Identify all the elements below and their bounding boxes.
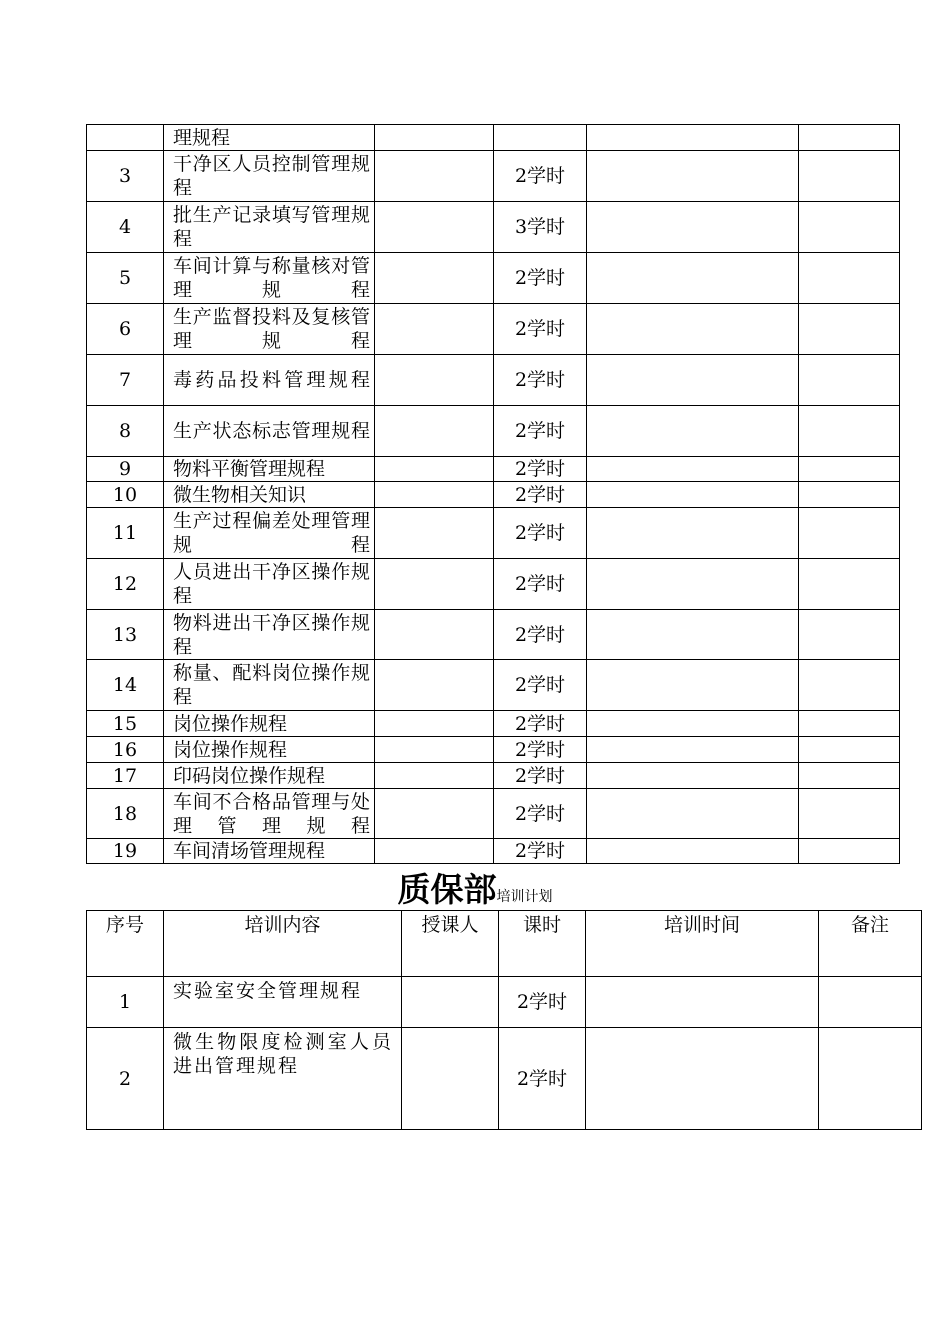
- training-time-cell: [587, 508, 799, 559]
- row-number: 13: [87, 610, 164, 660]
- table-row: [87, 125, 900, 151]
- remarks-cell: [799, 508, 900, 559]
- table-row: [87, 789, 900, 839]
- training-content: 车间不合格品管理与处理管理规程: [164, 789, 375, 839]
- table-row: [87, 1028, 922, 1130]
- instructor-cell: [402, 977, 499, 1028]
- remarks-cell: [799, 304, 900, 355]
- training-content: 物料进出干净区操作规程: [164, 610, 375, 660]
- class-hours: 2学时: [494, 789, 587, 839]
- class-hours: 2学时: [494, 355, 587, 406]
- training-content: 微生物相关知识: [164, 482, 375, 508]
- training-time-cell: [587, 711, 799, 737]
- row-number: 1: [87, 977, 164, 1028]
- instructor-cell: [375, 253, 494, 304]
- class-hours: 2学时: [494, 482, 587, 508]
- remarks-cell: [799, 737, 900, 763]
- class-hours: 2学时: [494, 763, 587, 789]
- training-time-cell: [587, 763, 799, 789]
- class-hours: 2学时: [494, 737, 587, 763]
- table-header-row: [87, 911, 922, 977]
- row-number: 11: [87, 508, 164, 559]
- remarks-cell: [819, 977, 922, 1028]
- row-number: 16: [87, 737, 164, 763]
- table-row: [87, 711, 900, 737]
- training-content: 车间计算与称量核对管理规程: [164, 253, 375, 304]
- class-hours: [494, 125, 587, 151]
- row-number: 14: [87, 660, 164, 711]
- instructor-cell: [375, 559, 494, 610]
- table-row: [87, 660, 900, 711]
- training-time-cell: [587, 151, 799, 202]
- training-content: 理规程: [164, 125, 375, 151]
- remarks-cell: [799, 763, 900, 789]
- remarks-cell: [799, 202, 900, 253]
- instructor-cell: [375, 737, 494, 763]
- table-row: [87, 406, 900, 457]
- row-number: 19: [87, 839, 164, 864]
- row-number: [87, 125, 164, 151]
- training-time-cell: [587, 304, 799, 355]
- training-time-cell: [587, 559, 799, 610]
- class-hours: 2学时: [494, 610, 587, 660]
- instructor-cell: [375, 839, 494, 864]
- row-number: 17: [87, 763, 164, 789]
- department-title: 质保部: [397, 870, 497, 909]
- row-number: 18: [87, 789, 164, 839]
- training-time-cell: [586, 1028, 819, 1130]
- training-content: 物料平衡管理规程: [164, 457, 375, 482]
- training-time-cell: [587, 253, 799, 304]
- instructor-cell: [402, 1028, 499, 1130]
- class-hours: 2学时: [494, 406, 587, 457]
- training-content: 岗位操作规程: [164, 737, 375, 763]
- table-row: [87, 482, 900, 508]
- table-row: [87, 508, 900, 559]
- remarks-cell: [799, 789, 900, 839]
- header-content: 培训内容: [164, 911, 402, 977]
- qa-training-plan-table: [86, 910, 922, 1130]
- instructor-cell: [375, 610, 494, 660]
- training-content: 微生物限度检测室人员进出管理规程: [164, 1028, 402, 1130]
- instructor-cell: [375, 457, 494, 482]
- remarks-cell: [799, 559, 900, 610]
- training-content: 人员进出干净区操作规程: [164, 559, 375, 610]
- class-hours: 3学时: [494, 202, 587, 253]
- instructor-cell: [375, 202, 494, 253]
- table-row: [87, 839, 900, 864]
- instructor-cell: [375, 304, 494, 355]
- training-content: 毒药品投料管理规程: [164, 355, 375, 406]
- class-hours: 2学时: [494, 253, 587, 304]
- remarks-cell: [799, 406, 900, 457]
- instructor-cell: [375, 508, 494, 559]
- training-content: 实验室安全管理规程: [164, 977, 402, 1028]
- training-time-cell: [587, 355, 799, 406]
- class-hours: 2学时: [494, 508, 587, 559]
- training-content: 生产过程偏差处理管理规程: [164, 508, 375, 559]
- training-content: 岗位操作规程: [164, 711, 375, 737]
- instructor-cell: [375, 763, 494, 789]
- remarks-cell: [799, 125, 900, 151]
- training-time-cell: [587, 737, 799, 763]
- training-content: 印码岗位操作规程: [164, 763, 375, 789]
- remarks-cell: [799, 610, 900, 660]
- training-time-cell: [587, 406, 799, 457]
- header-instructor: 授课人: [402, 911, 499, 977]
- instructor-cell: [375, 660, 494, 711]
- training-content: 批生产记录填写管理规程: [164, 202, 375, 253]
- class-hours: 2学时: [494, 304, 587, 355]
- table-row: [87, 253, 900, 304]
- header-time: 培训时间: [586, 911, 819, 977]
- remarks-cell: [799, 711, 900, 737]
- remarks-cell: [819, 1028, 922, 1130]
- header-number: 序号: [87, 911, 164, 977]
- remarks-cell: [799, 660, 900, 711]
- remarks-cell: [799, 482, 900, 508]
- class-hours: 2学时: [494, 660, 587, 711]
- instructor-cell: [375, 151, 494, 202]
- training-time-cell: [587, 482, 799, 508]
- class-hours: 2学时: [494, 151, 587, 202]
- class-hours: 2学时: [494, 559, 587, 610]
- table-row: [87, 304, 900, 355]
- training-time-cell: [587, 660, 799, 711]
- training-content: 生产监督投料及复核管理规程: [164, 304, 375, 355]
- row-number: 10: [87, 482, 164, 508]
- remarks-cell: [799, 457, 900, 482]
- table-row: [87, 457, 900, 482]
- class-hours: 2学时: [499, 977, 586, 1028]
- table-row: [87, 610, 900, 660]
- row-number: 6: [87, 304, 164, 355]
- training-time-cell: [586, 977, 819, 1028]
- class-hours: 2学时: [494, 839, 587, 864]
- remarks-cell: [799, 355, 900, 406]
- row-number: 12: [87, 559, 164, 610]
- training-time-cell: [587, 125, 799, 151]
- training-content: 车间清场管理规程: [164, 839, 375, 864]
- row-number: 9: [87, 457, 164, 482]
- remarks-cell: [799, 151, 900, 202]
- row-number: 8: [87, 406, 164, 457]
- table-row: [87, 151, 900, 202]
- instructor-cell: [375, 125, 494, 151]
- row-number: 15: [87, 711, 164, 737]
- table-row: [87, 763, 900, 789]
- training-content: 干净区人员控制管理规程: [164, 151, 375, 202]
- row-number: 5: [87, 253, 164, 304]
- training-table-continued: [86, 124, 900, 864]
- class-hours: 2学时: [494, 457, 587, 482]
- remarks-cell: [799, 253, 900, 304]
- instructor-cell: [375, 789, 494, 839]
- table-row: [87, 355, 900, 406]
- row-number: 3: [87, 151, 164, 202]
- training-content: 生产状态标志管理规程: [164, 406, 375, 457]
- header-hours: 课时: [499, 911, 586, 977]
- instructor-cell: [375, 711, 494, 737]
- training-time-cell: [587, 839, 799, 864]
- table-row: [87, 559, 900, 610]
- training-time-cell: [587, 610, 799, 660]
- instructor-cell: [375, 355, 494, 406]
- training-time-cell: [587, 457, 799, 482]
- title-subtitle: 培训计划: [496, 889, 553, 905]
- remarks-cell: [799, 839, 900, 864]
- table-row: [87, 737, 900, 763]
- class-hours: 2学时: [494, 711, 587, 737]
- training-content: 称量、配料岗位操作规程: [164, 660, 375, 711]
- row-number: 4: [87, 202, 164, 253]
- row-number: 7: [87, 355, 164, 406]
- section-title: [0, 864, 950, 911]
- instructor-cell: [375, 406, 494, 457]
- table-row: [87, 977, 922, 1028]
- training-time-cell: [587, 789, 799, 839]
- row-number: 2: [87, 1028, 164, 1130]
- class-hours: 2学时: [499, 1028, 586, 1130]
- training-time-cell: [587, 202, 799, 253]
- instructor-cell: [375, 482, 494, 508]
- table-row: [87, 202, 900, 253]
- header-remarks: 备注: [819, 911, 922, 977]
